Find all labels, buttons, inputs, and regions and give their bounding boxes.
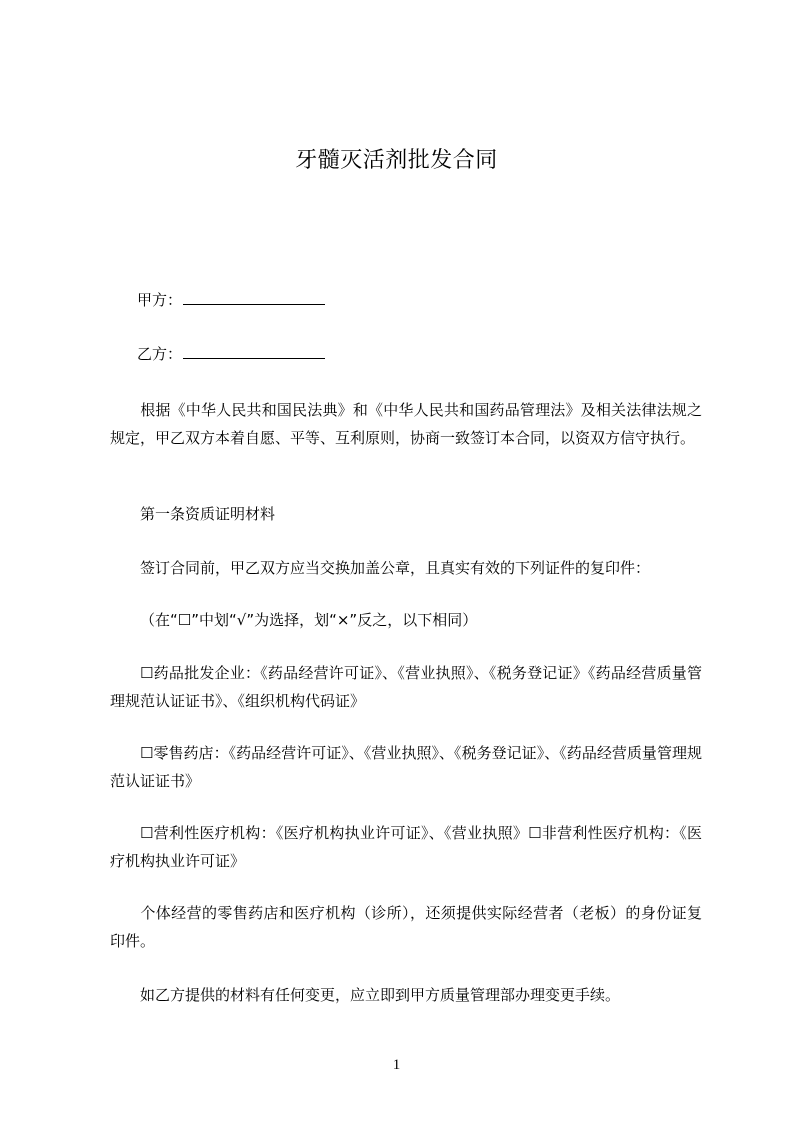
article1-note	[110, 606, 702, 634]
party-a-line	[137, 290, 325, 310]
individual-note-text: 个体经营的零售药店和医疗机构（诊所），还须提供实际经营者（老板）的身份证复印件。	[110, 904, 702, 950]
document-title: 牙髓灭活剂批发合同	[295, 148, 498, 173]
item-medical	[110, 819, 702, 875]
item-wholesale	[110, 659, 702, 715]
party-b-label: 乙方：	[137, 345, 183, 363]
article1-heading	[110, 500, 702, 528]
article1-note-text: （在“☐”中划“√”为选择，划“×”反之，以下相同）	[140, 611, 478, 629]
item-medical-text: ☐营利性医疗机构：《医疗机构执业许可证》、《营业执照》☐非营利性医疗机构：《医疗机构执业许可证》	[110, 824, 702, 870]
item-retail-text: ☐零售药店：《药品经营许可证》、《营业执照》、《税务登记证》、《药品经营质量管理规范认证证书》	[110, 744, 702, 790]
intro-paragraph	[110, 396, 702, 452]
item-retail	[110, 739, 702, 795]
change-note	[110, 981, 702, 1009]
article1-line1	[110, 554, 702, 582]
party-b-line	[137, 344, 325, 364]
party-a-blank	[183, 290, 325, 305]
individual-note	[110, 899, 702, 955]
article1-line1-text: 签订合同前，甲乙双方应当交换加盖公章，且真实有效的下列证件的复印件：	[140, 559, 651, 577]
party-b-blank	[183, 344, 325, 359]
intro-text: 根据《中华人民共和国民法典》和《中华人民共和国药品管理法》及相关法律法规之规定，甲乙双方本着自愿、平等、互利原则，协商一致签订本合同，以资双方信守执行。	[110, 401, 702, 447]
item-wholesale-text: ☐药品批发企业：《药品经营许可证》、《营业执照》、《税务登记证》《药品经营质量管理规范认证证书》、《组织机构代码证》	[110, 664, 702, 710]
party-a-label: 甲方：	[137, 291, 183, 309]
page-number: 1	[392, 1057, 401, 1073]
article1-heading-text: 第一条资质证明材料	[140, 505, 276, 523]
change-note-text: 如乙方提供的材料有任何变更，应立即到甲方质量管理部办理变更手续。	[140, 986, 621, 1004]
